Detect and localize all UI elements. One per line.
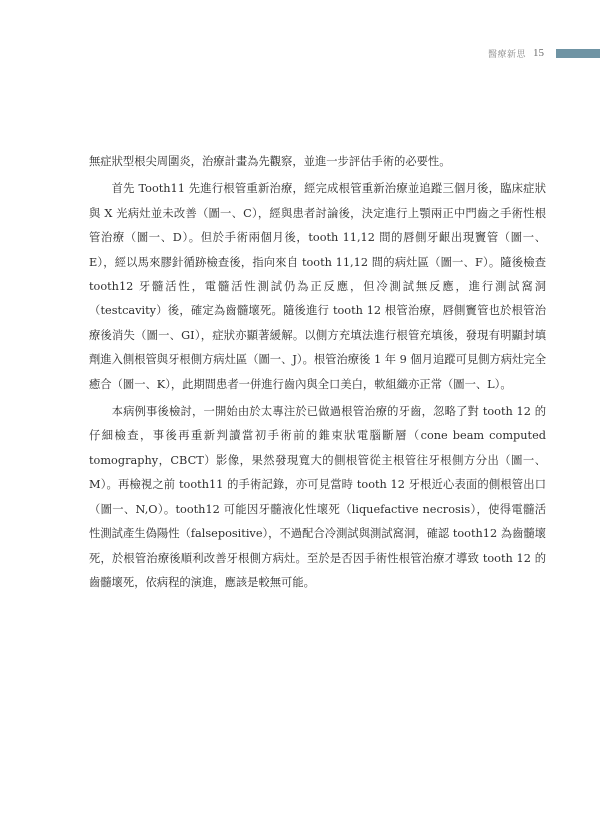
section-title: 醫療新思 (487, 49, 526, 60)
paragraph-1: 無症狀型根尖周圍炎，治療計畫為先觀察，並進一步評估手術的必要性。 (89, 155, 451, 168)
page-number: 15 (533, 47, 544, 59)
paragraph-3: 本病例事後檢討，一開始由於太專注於已做過根管治療的牙齒，忽略了對 tooth 12 的仔細檢查，事後再重新判讀當初手術前的錐束狀電腦斷層（cone beam computed tomography，CBCT）影像，果然發現寬大的側根管從主根管往牙根側方分出（圖一、M）。再檢視之前 tooth11 的手術記錄，亦可見當時 tooth 12 牙根近心表面的側根管出口（圖一、N,O）。tooth12 可能因牙髓液化性壞死（liquefactive necrosis），使得電髓活性測試產生偽陽性（falsepositive），不過配合冷測試與測試窩洞，確認 tooth12 為齒髓壞死，於根管治療後順利改善牙根側方病灶。至於是否因手術性根管治療才導致 tooth 12 的齒髓壞死，依病程的演進，應該是較無可能。 (89, 405, 546, 589)
paragraph-2: 首先 Tooth11 先進行根管重新治療，經完成根管重新治療並追蹤三個月後，臨床症狀與 X 光病灶並未改善（圖一、C），經與患者討論後，決定進行上顎兩正中門齒之手術性根管治療（圖一、D）。但於手術兩個月後，tooth 11,12 間的唇側牙齦出現竇管（圖一、E），經以馬來膠針循跡檢查後，指向來自 tooth 11,12 間的病灶區（圖一、F）。隨後檢查 tooth12 牙髓活性，電髓活性測試仍為正反應，但冷測試無反應，進行測試窩洞（testcavity）後，確定為齒髓壞死。隨後進行 tooth 12 根管治療，唇側竇管也於根管治療後消失（圖一、GI），症狀亦顯著緩解。以側方充填法進行根管充填後，發現有明顯封填劑進入側根管與牙根側方病灶區（圖一、J）。根管治療後 1 年 9 個月追蹤可見側方病灶完全癒合（圖一、K），此期間患者一併進行齒內與全口美白，軟組織亦正常（圖一、L）。 (89, 182, 546, 391)
article-body (89, 150, 546, 595)
running-header (488, 45, 600, 61)
accent-bar (556, 49, 600, 58)
